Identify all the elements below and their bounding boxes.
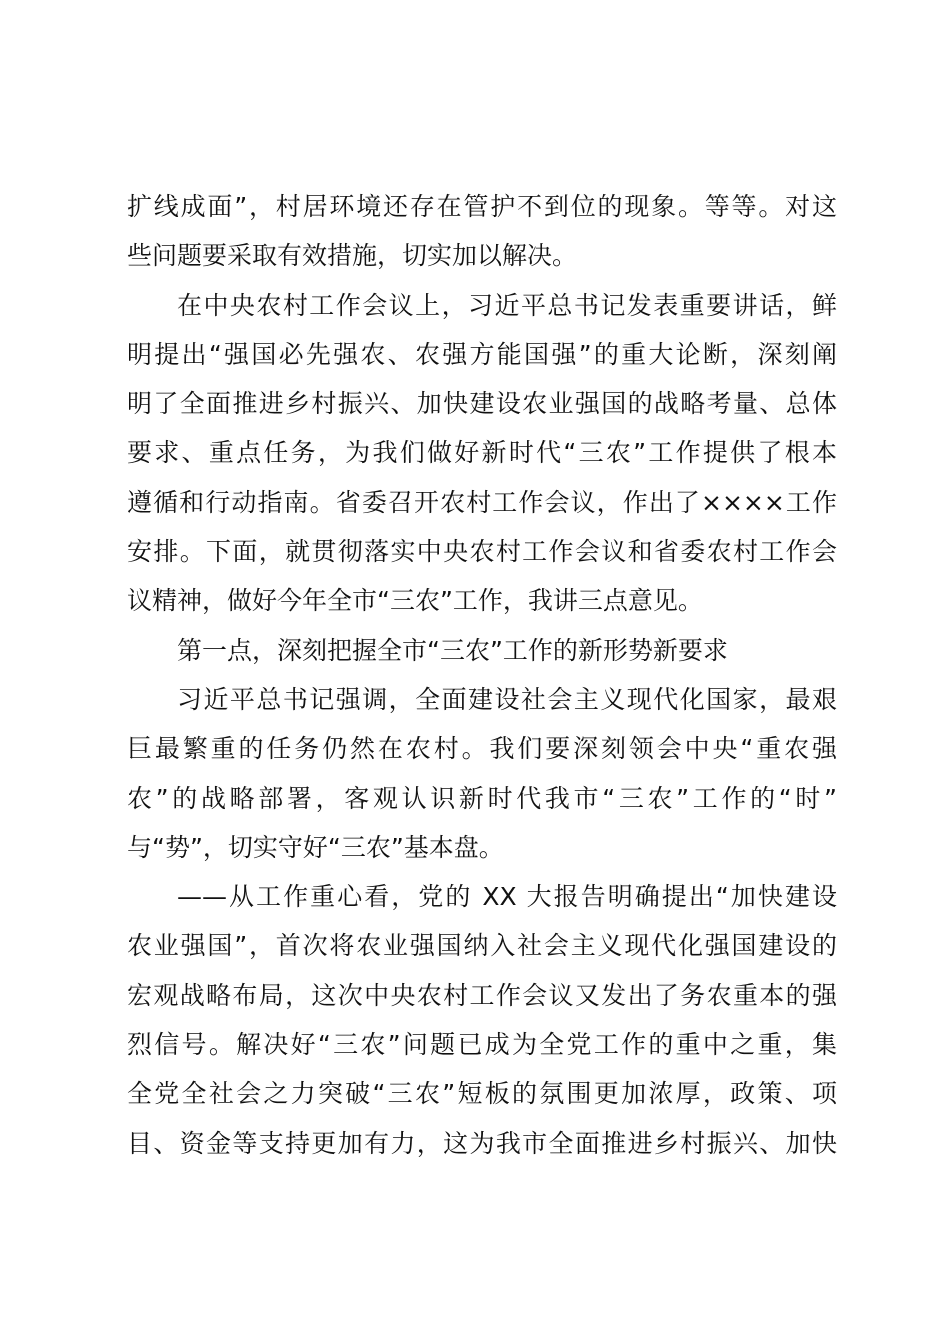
- text-line: 全党全社会之力突破“三农”短板的氛围更加浓厚，政策、项: [127, 1079, 837, 1109]
- text-line: 农”的战略部署，客观认识新时代我市“三农”工作的“时”: [127, 783, 837, 813]
- text-line: 目、资金等支持更加有力，这为我市全面推进乡村振兴、加快: [127, 1128, 837, 1158]
- text-line: 遵循和行动指南。省委召开农村工作会议，作出了××××工作: [127, 487, 837, 517]
- paragraph-start-line: 在中央农村工作会议上，习近平总书记发表重要讲话，鲜: [177, 290, 837, 320]
- text-line: 明了全面推进乡村振兴、加快建设农业强国的战略考量、总体: [127, 389, 837, 419]
- text-line: 烈信号。解决好“三农”问题已成为全党工作的重中之重，集: [127, 1030, 837, 1060]
- text-line: 议精神，做好今年全市“三农”工作，我讲三点意见。: [127, 586, 703, 616]
- text-line: 要求、重点任务，为我们做好新时代“三农”工作提供了根本: [127, 438, 837, 468]
- text-line: 明提出“强国必先强农、农强方能国强”的重大论断，深刻阐: [127, 339, 837, 369]
- body-text: [127, 182, 837, 1168]
- text-line: 扩线成面”，村居环境还存在管护不到位的现象。等等。对这: [127, 192, 837, 221]
- text-line: 宏观战略布局，这次中央农村工作会议又发出了务农重本的强: [127, 980, 837, 1010]
- text-line: 安排。下面，就贯彻落实中央农村工作会议和省委农村工作会: [127, 537, 837, 567]
- text-line: 巨最繁重的任务仍然在农村。我们要深刻领会中央“重农强: [127, 734, 837, 764]
- text-line: 与“势”，切实守好“三农”基本盘。: [127, 832, 504, 862]
- paragraph-start-line: ——从工作重心看，党的 XX 大报告明确提出“加快建设: [177, 882, 837, 912]
- section-heading: 第一点，深刻把握全市“三农”工作的新形势新要求: [177, 635, 728, 665]
- text-line: 农业强国”，首次将农业强国纳入社会主义现代化强国建设的: [127, 931, 837, 961]
- paragraph-start-line: 习近平总书记强调，全面建设社会主义现代化国家，最艰: [177, 684, 837, 714]
- text-line: 些问题要采取有效措施，切实加以解决。: [127, 241, 578, 271]
